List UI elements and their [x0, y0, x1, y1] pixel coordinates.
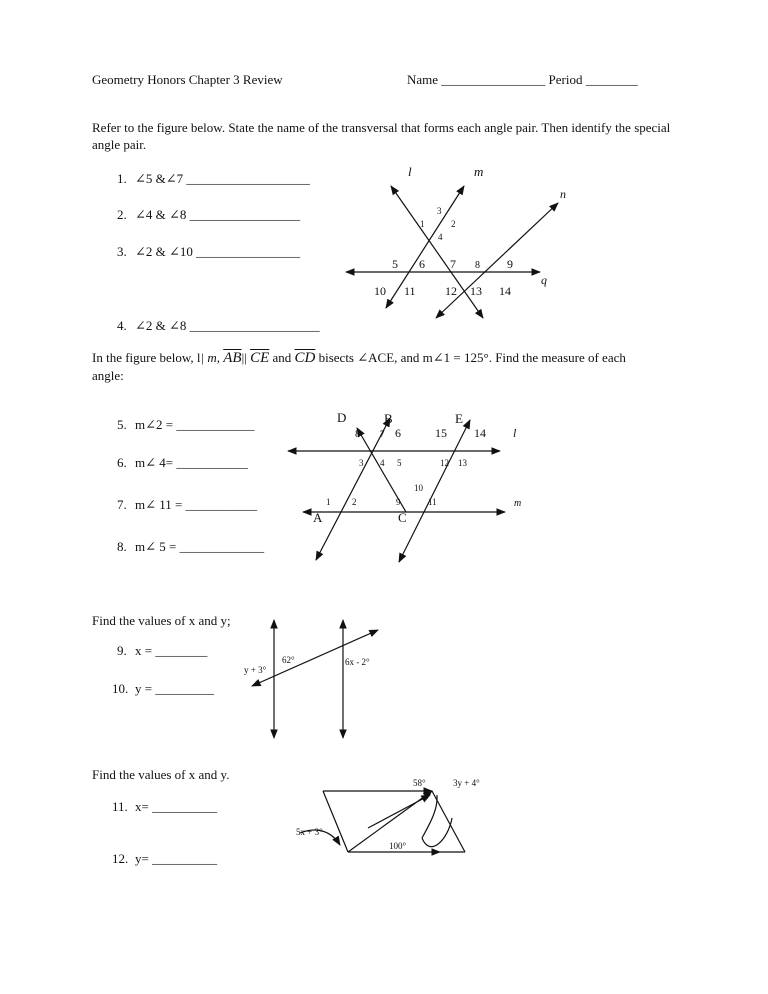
- question-number: 12.: [112, 851, 129, 866]
- angle-label-2: 2: [451, 219, 456, 229]
- label-3y-plus-4: 3y + 4°: [453, 778, 480, 788]
- angle-label-11: 11: [404, 284, 416, 298]
- section1-instructions-line1: Refer to the figure below. State the name of the transversal that forms each angle pair. Then identify the special: [92, 120, 671, 135]
- label-q: q: [541, 273, 547, 287]
- angle-label-12: 12: [440, 458, 449, 468]
- worksheet-title: Geometry Honors Chapter 3 Review: [92, 72, 283, 87]
- question-text: x = ________: [135, 643, 208, 658]
- intro-text-b: | m,: [200, 350, 221, 365]
- angle-label-1: 1: [326, 497, 331, 507]
- angle-label-6: 6: [419, 257, 425, 271]
- angle-label-14: 14: [474, 426, 486, 440]
- angle-label-9: 9: [507, 257, 513, 271]
- question-number: 1.: [117, 171, 127, 186]
- point-d: D: [337, 410, 347, 425]
- label-58: 58°: [413, 778, 426, 788]
- label-n: n: [560, 187, 566, 201]
- point-c: C: [398, 510, 407, 525]
- intro-text-a: In the figure below, l: [92, 350, 201, 365]
- point-b: B: [384, 411, 393, 426]
- angle-label-5: 5: [397, 458, 402, 468]
- angle-label-11: 11: [428, 497, 437, 507]
- question-text: m∠ 11 = ___________: [135, 497, 258, 512]
- angle-label-7: 7: [380, 429, 385, 439]
- intro-text-c: bisects ∠ACE, and m∠1 = 125°. Find the measure of each: [318, 350, 626, 365]
- angle-label-3: 3: [359, 458, 364, 468]
- question-text: ∠2 & ∠8 ____________________: [135, 318, 320, 333]
- and-text: and: [272, 350, 292, 365]
- question-text: ∠4 & ∠8 _________________: [135, 207, 301, 222]
- line-label-l: l: [513, 426, 517, 440]
- section1-instructions-line2: angle pair.: [92, 137, 147, 152]
- label-100: 100°: [389, 841, 407, 851]
- angle-label-7: 7: [450, 257, 456, 271]
- arrow-to-right: [368, 795, 430, 828]
- question-number: 11.: [112, 799, 128, 814]
- question-number: 7.: [117, 497, 127, 512]
- angle-label-13: 13: [470, 284, 482, 298]
- question-text: y= __________: [135, 851, 218, 866]
- question-number: 5.: [117, 417, 127, 432]
- question-number: 4.: [117, 318, 127, 333]
- angle-label-2: 2: [352, 497, 357, 507]
- angle-label-9: 9: [396, 497, 401, 507]
- question-text: ∠5 &∠7 ___________________: [135, 171, 310, 186]
- question-number: 8.: [117, 539, 127, 554]
- angle-label-15: 15: [435, 426, 447, 440]
- angle-label-4: 4: [380, 458, 385, 468]
- angle-label-5: 5: [392, 257, 398, 271]
- question-number: 3.: [117, 244, 127, 259]
- segment-cd: $\overline{CD}$: [294, 350, 316, 366]
- angle-label-10: 10: [414, 483, 423, 493]
- section4-instructions: Find the values of x and y.: [92, 767, 230, 782]
- angle-label-13: 13: [458, 458, 467, 468]
- question-text: m∠ 5 = _____________: [135, 539, 265, 554]
- question-text: y = _________: [135, 681, 214, 696]
- question-number: 10.: [112, 681, 129, 696]
- question-text: x= __________: [135, 799, 218, 814]
- label-5x-plus-3: 5x + 3°: [296, 827, 323, 837]
- angle-label-6: 6: [395, 426, 401, 440]
- angle-label-14: 14: [499, 284, 511, 298]
- curved-arrow-right: [422, 795, 437, 838]
- question-number: 6.: [117, 455, 127, 470]
- angle-label-3: 3: [437, 206, 442, 216]
- curved-arrow-right-tail: [422, 818, 452, 847]
- label-y-plus-3: y + 3°: [244, 665, 267, 675]
- angle-label-8: 8: [475, 260, 480, 271]
- question-text: m∠2 = ____________: [135, 417, 255, 432]
- section2-instructions-line2: angle:: [92, 368, 124, 383]
- label-6x-2: 6x - 2°: [345, 657, 370, 667]
- point-e: E: [455, 411, 463, 426]
- question-text: m∠ 4= ___________: [135, 455, 248, 470]
- point-a: A: [313, 510, 323, 525]
- parallel-symbol: ||: [241, 350, 247, 365]
- line-label-m: m: [514, 498, 522, 509]
- label-62: 62°: [282, 655, 295, 665]
- angle-label-8: 8: [355, 428, 361, 440]
- section3-instructions: Find the values of x and y;: [92, 613, 231, 628]
- segment-ab: $\overline{AB}$: [223, 350, 242, 366]
- angle-label-10: 10: [374, 284, 386, 298]
- question-number: 2.: [117, 207, 127, 222]
- question-number: 9.: [117, 643, 127, 658]
- segment-ce: $\overline{CE}$: [250, 350, 270, 366]
- question-text: ∠2 & ∠10 ________________: [135, 244, 301, 259]
- trapezoid-left: [323, 791, 348, 852]
- label-l: l: [408, 164, 412, 179]
- angle-label-4: 4: [438, 232, 443, 242]
- angle-label-12: 12: [445, 284, 457, 298]
- angle-label-1: 1: [420, 219, 425, 229]
- label-m: m: [474, 164, 484, 179]
- name-period-field: Name ________________ Period ________: [407, 72, 638, 87]
